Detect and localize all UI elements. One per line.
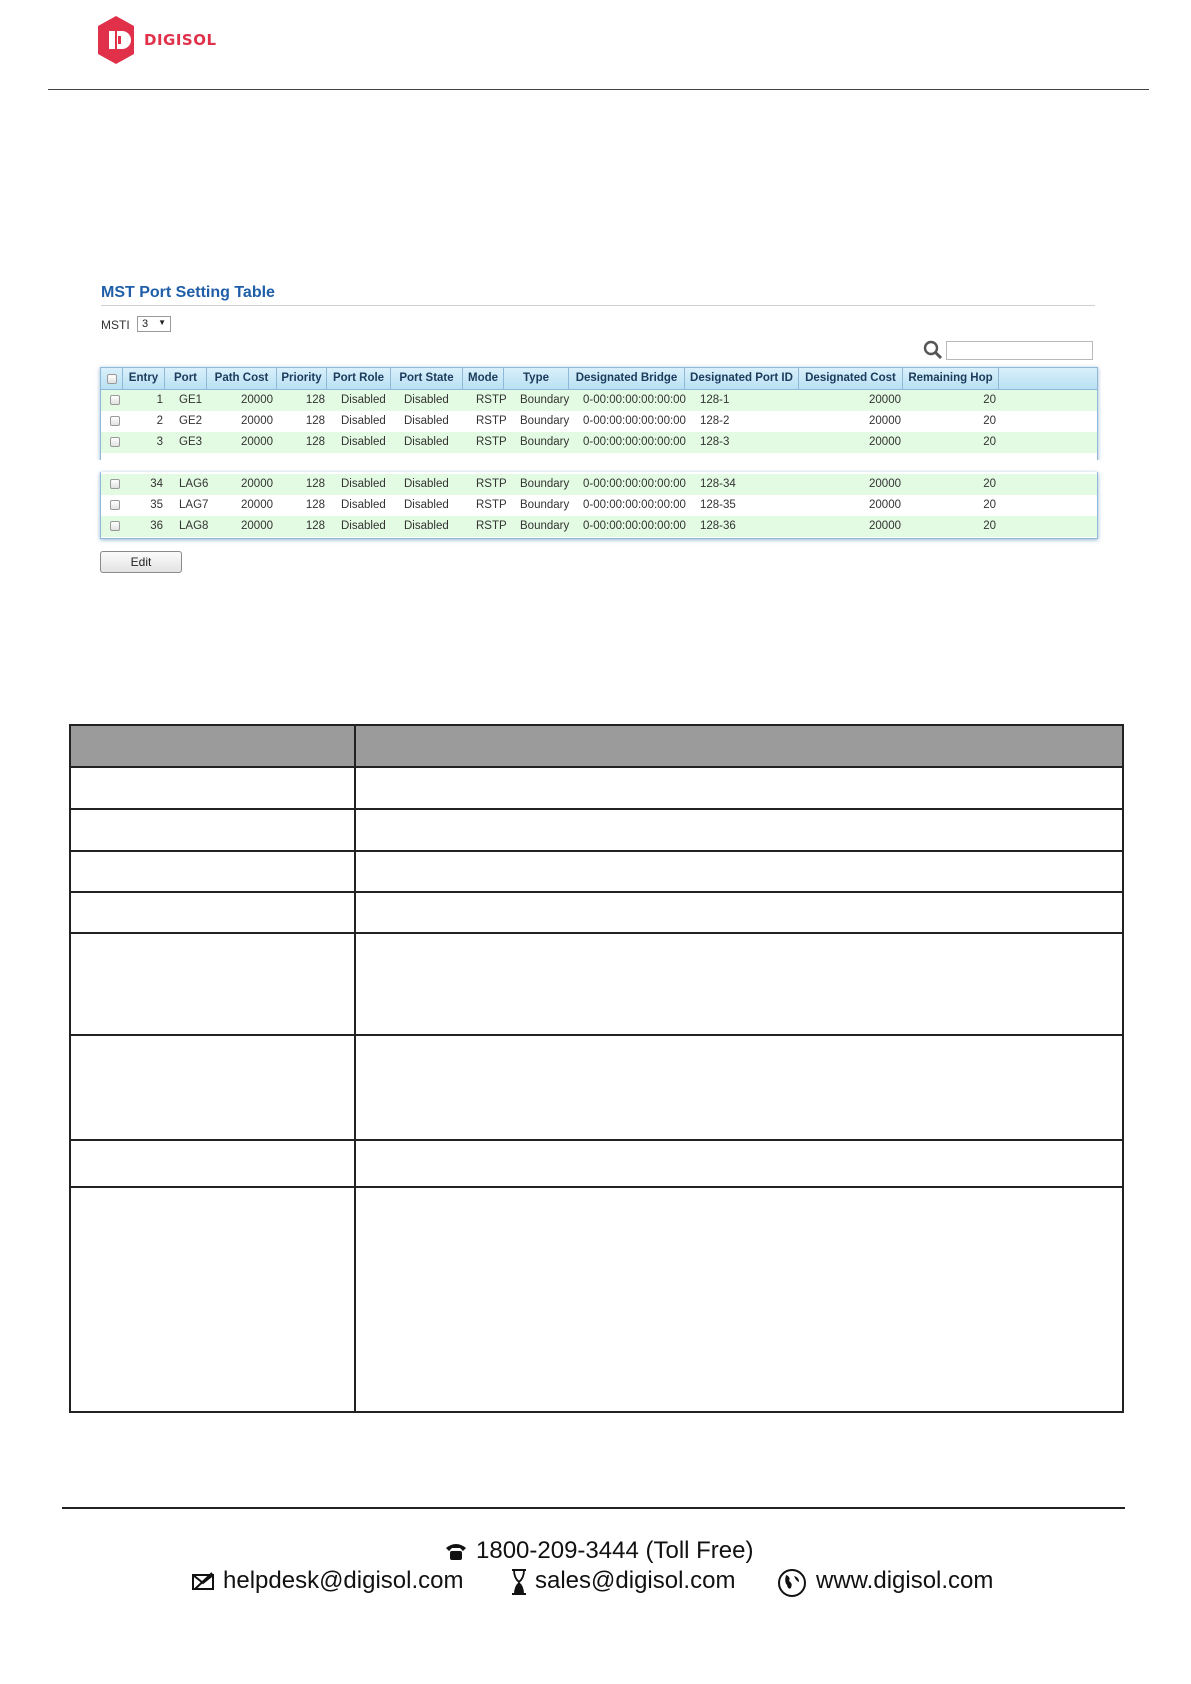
- column-header-entry[interactable]: Entry: [123, 368, 165, 389]
- cell-port-role: Disabled: [341, 436, 386, 448]
- column-header-remaining-hop[interactable]: Remaining Hop: [903, 368, 999, 389]
- cell-priority: 128: [305, 499, 325, 511]
- table-row: [71, 1036, 1122, 1141]
- description-table-header: [71, 726, 1122, 768]
- table-row: [71, 768, 1122, 810]
- cell-port-state: Disabled: [404, 394, 449, 406]
- row-checkbox[interactable]: [110, 521, 120, 531]
- cell-port-role: Disabled: [341, 415, 386, 427]
- cell-designated-bridge: 0-00:00:00:00:00:00: [583, 436, 686, 448]
- cell-port-state: Disabled: [404, 520, 449, 532]
- cell-path-cost: 20000: [241, 436, 273, 448]
- table-row[interactable]: [101, 474, 1097, 495]
- cell-designated-cost: 20000: [869, 436, 901, 448]
- cell-designated-port-id: 128-34: [700, 478, 736, 490]
- footer-phone: 1800-209-3444 (Toll Free): [476, 1537, 754, 1564]
- cell-remaining-hop: 20: [983, 478, 996, 490]
- cell-port: LAG6: [179, 478, 209, 490]
- msti-selected-value: 3: [142, 318, 149, 330]
- column-divider: [354, 726, 356, 766]
- cell-designated-port-id: 128-3: [700, 436, 730, 448]
- row-checkbox[interactable]: [110, 500, 120, 510]
- cell-designated-port-id: 128-2: [700, 415, 730, 427]
- cell-designated-bridge: 0-00:00:00:00:00:00: [583, 499, 686, 511]
- cell-designated-cost: 20000: [869, 415, 901, 427]
- cell-entry: 1: [156, 394, 163, 406]
- search-input[interactable]: [946, 341, 1093, 360]
- cell-mode: RSTP: [476, 499, 507, 511]
- cell-port-role: Disabled: [341, 499, 386, 511]
- cell-mode: RSTP: [476, 415, 507, 427]
- cell-port-role: Disabled: [341, 520, 386, 532]
- cell-path-cost: 20000: [241, 478, 273, 490]
- cell-priority: 128: [305, 478, 325, 490]
- cell-entry: 34: [150, 478, 163, 490]
- cell-designated-port-id: 128-1: [700, 394, 730, 406]
- column-header-port[interactable]: Port: [165, 368, 207, 389]
- panel-title-divider: [101, 305, 1095, 306]
- cell-entry: 2: [156, 415, 163, 427]
- cell-type: Boundary: [520, 436, 570, 448]
- column-divider: [354, 768, 356, 808]
- cell-designated-port-id: 128-36: [700, 520, 736, 532]
- cell-remaining-hop: 20: [983, 499, 996, 511]
- search-icon[interactable]: [923, 340, 943, 360]
- table-row[interactable]: [101, 411, 1097, 432]
- cell-priority: 128: [305, 415, 325, 427]
- cell-remaining-hop: 20: [983, 436, 996, 448]
- cell-entry: 3: [156, 436, 163, 448]
- cell-type: Boundary: [520, 478, 570, 490]
- cell-port-state: Disabled: [404, 499, 449, 511]
- table-row: [71, 1141, 1122, 1188]
- select-all-checkbox[interactable]: [107, 374, 117, 384]
- header-divider: [48, 89, 1149, 90]
- cell-path-cost: 20000: [241, 520, 273, 532]
- table-header: [101, 368, 1097, 390]
- cell-port: GE3: [179, 436, 203, 448]
- cell-designated-cost: 20000: [869, 520, 901, 532]
- msti-select[interactable]: [137, 316, 171, 332]
- column-header-designated-port-id[interactable]: Designated Port ID: [685, 368, 799, 389]
- table-row: [71, 934, 1122, 1036]
- cell-port: LAG7: [179, 499, 209, 511]
- cell-remaining-hop: 20: [983, 394, 996, 406]
- cell-port-state: Disabled: [404, 478, 449, 490]
- column-header-designated-bridge[interactable]: Designated Bridge: [569, 368, 685, 389]
- cell-designated-bridge: 0-00:00:00:00:00:00: [583, 415, 686, 427]
- cell-port-state: Disabled: [404, 436, 449, 448]
- column-header-port-state[interactable]: Port State: [391, 368, 463, 389]
- column-header-port-role[interactable]: Port Role: [327, 368, 391, 389]
- row-checkbox[interactable]: [110, 395, 120, 405]
- row-checkbox[interactable]: [110, 437, 120, 447]
- mail-icon: [192, 1571, 214, 1591]
- cell-port-role: Disabled: [341, 478, 386, 490]
- hourglass-icon: [510, 1568, 528, 1596]
- panel-title: MST Port Setting Table: [101, 284, 275, 301]
- column-header-mode[interactable]: Mode: [463, 368, 504, 389]
- cell-port: GE2: [179, 415, 203, 427]
- cell-path-cost: 20000: [241, 415, 273, 427]
- description-table: [69, 724, 1124, 1413]
- column-divider: [354, 1036, 356, 1139]
- globe-icon: [777, 1568, 807, 1598]
- msti-label: MSTI: [101, 318, 130, 332]
- footer-email[interactable]: helpdesk@digisol.com: [223, 1567, 464, 1594]
- table-row: [71, 1188, 1122, 1411]
- port-table: [100, 367, 1098, 461]
- cell-mode: RSTP: [476, 520, 507, 532]
- table-row[interactable]: [101, 390, 1097, 411]
- table-row: [71, 893, 1122, 934]
- cell-type: Boundary: [520, 520, 570, 532]
- table-row[interactable]: [101, 495, 1097, 516]
- cell-remaining-hop: 20: [983, 415, 996, 427]
- brand-name: DIGISOL: [144, 31, 217, 49]
- edit-button[interactable]: Edit: [100, 551, 182, 573]
- cell-priority: 128: [305, 520, 325, 532]
- column-divider: [354, 934, 356, 1034]
- cell-mode: RSTP: [476, 394, 507, 406]
- cell-designated-cost: 20000: [869, 394, 901, 406]
- table-row: [71, 852, 1122, 893]
- cell-priority: 128: [305, 394, 325, 406]
- column-header-path-cost[interactable]: Path Cost: [207, 368, 277, 389]
- header-select-all-cell: [101, 368, 123, 389]
- column-header-type[interactable]: Type: [504, 368, 569, 389]
- cell-port-state: Disabled: [404, 415, 449, 427]
- cell-designated-bridge: 0-00:00:00:00:00:00: [583, 478, 686, 490]
- cell-path-cost: 20000: [241, 499, 273, 511]
- cell-designated-bridge: 0-00:00:00:00:00:00: [583, 394, 686, 406]
- cell-port-role: Disabled: [341, 394, 386, 406]
- column-divider: [354, 852, 356, 891]
- cell-designated-bridge: 0-00:00:00:00:00:00: [583, 520, 686, 532]
- footer-sales-email[interactable]: sales@digisol.com: [535, 1567, 736, 1594]
- port-table-continued: [100, 472, 1098, 539]
- cell-port: GE1: [179, 394, 203, 406]
- column-header-designated-cost[interactable]: Designated Cost: [799, 368, 903, 389]
- cell-priority: 128: [305, 436, 325, 448]
- column-divider: [354, 1188, 356, 1411]
- cell-mode: RSTP: [476, 436, 507, 448]
- cell-path-cost: 20000: [241, 394, 273, 406]
- cell-type: Boundary: [520, 394, 570, 406]
- cell-designated-cost: 20000: [869, 478, 901, 490]
- cell-port: LAG8: [179, 520, 209, 532]
- cell-entry: 36: [150, 520, 163, 532]
- column-divider: [354, 810, 356, 850]
- column-divider: [354, 1141, 356, 1186]
- phone-icon: [444, 1540, 468, 1562]
- cell-remaining-hop: 20: [983, 520, 996, 532]
- column-header-priority[interactable]: Priority: [277, 368, 327, 389]
- table-row: [71, 810, 1122, 852]
- cell-mode: RSTP: [476, 478, 507, 490]
- footer-website[interactable]: www.digisol.com: [816, 1567, 994, 1594]
- cell-entry: 35: [150, 499, 163, 511]
- cell-designated-port-id: 128-35: [700, 499, 736, 511]
- table-break: [96, 460, 1100, 472]
- footer-divider: [62, 1507, 1125, 1509]
- row-checkbox[interactable]: [110, 416, 120, 426]
- cell-type: Boundary: [520, 499, 570, 511]
- chevron-down-icon: ▼: [158, 318, 166, 327]
- table-row[interactable]: [101, 516, 1097, 537]
- column-divider: [354, 893, 356, 932]
- cell-designated-cost: 20000: [869, 499, 901, 511]
- table-row[interactable]: [101, 432, 1097, 453]
- row-checkbox[interactable]: [110, 479, 120, 489]
- cell-type: Boundary: [520, 415, 570, 427]
